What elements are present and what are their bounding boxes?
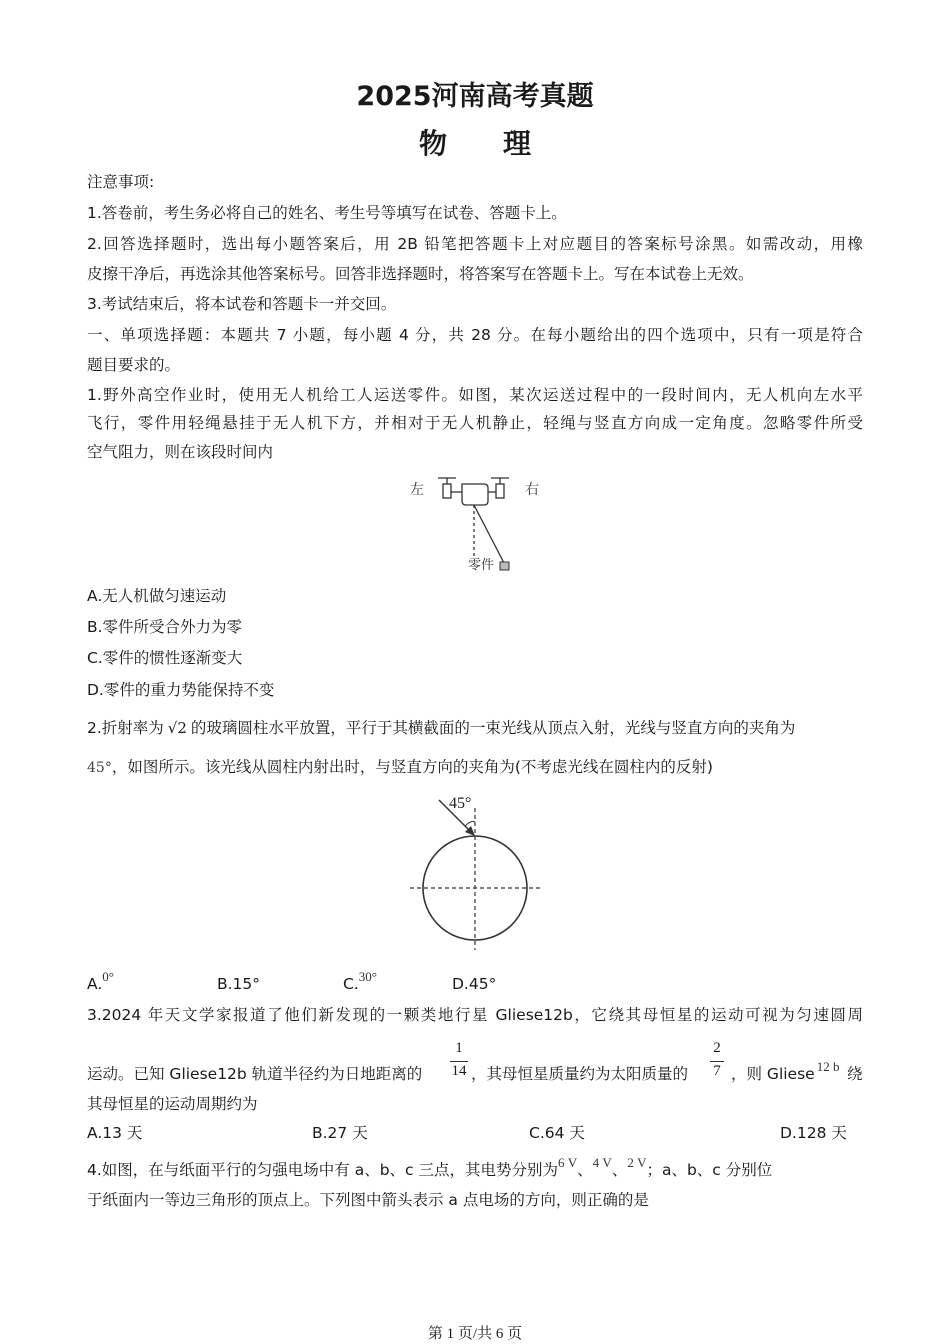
q2-option-c: [343, 969, 377, 995]
notice-item-1: 1.答卷前，考生务必将自己的姓名、考生号等填写在试卷、答题卡上。: [87, 204, 567, 222]
potential-c: 2 V: [627, 1155, 647, 1170]
q4-sep-1: 、: [577, 1161, 593, 1179]
fraction-2-numerator: 2: [713, 1040, 721, 1056]
q1-drone-figure: [400, 470, 550, 580]
q3-option-a: A.13 天: [87, 1124, 143, 1142]
section-1-line-1: 一、单项选择题：本题共 7 小题，每小题 4 分，共 28 分。在每小题给出的四个选项中，只有一项是符合: [87, 326, 863, 344]
part-icon: [500, 562, 509, 570]
q1-line-3: 空气阻力，则在该段时间内: [87, 443, 274, 461]
notice-heading: 注意事项:: [87, 173, 155, 191]
fraction-1-denominator: 14: [451, 1063, 467, 1079]
potential-a: 6 V: [558, 1155, 578, 1170]
q2-line-2-text: ，如图所示。该光线从圆柱内射出时，与竖直方向的夹角为(不考虑光线在圆柱内的反射): [111, 758, 713, 776]
notice-item-2-line-1: 2.回答选择题时，选出每小题答案后，用 2B 铅笔把答题卡上对应题目的答案标号涂黑。如需改动，用橡: [87, 235, 863, 253]
q2-angle: 45°: [87, 760, 112, 776]
q2-line-1: [87, 718, 863, 738]
fraction-1-numerator: 1: [455, 1040, 463, 1056]
q2-line-1-end: 的玻璃圆柱水平放置，平行于其横截面的一束光线从顶点入射，光线与竖直方向的夹角为: [190, 719, 796, 737]
q3-line-2-part-a: 运动。已知 Gliese12b 轨道半径约为日地距离的: [87, 1065, 423, 1083]
q2-option-a-prefix: A.: [87, 975, 103, 993]
q2-cylinder-figure: [405, 790, 550, 960]
q2-option-d: D.45°: [452, 975, 497, 993]
notice-item-2-line-2: 皮擦干净后，再选涂其他答案标号。回答非选择题时，将答案写在答题卡上。写在本试卷上无效。: [87, 265, 754, 283]
q2-line-2: [87, 757, 863, 778]
q3-line-1: 3.2024 年天文学家报道了他们新发现的一颗类地行星 Gliese12b，它绕其母恒星的运动可视为匀速圆周: [87, 1006, 863, 1024]
q3-line-2-part-b: ，其母恒星质量约为太阳质量的: [471, 1065, 689, 1083]
q4-line-1: [87, 1155, 863, 1181]
notice-item-3: 3.考试结束后，将本试卷和答题卡一并交回。: [87, 295, 397, 313]
subject-title: 物 理: [418, 127, 531, 160]
q1-option-d: D.零件的重力势能保持不变: [87, 681, 275, 699]
q4-line-2: 于纸面内一等边三角形的顶点上。下列图中箭头表示 a 点电场的方向，则正确的是: [87, 1191, 649, 1209]
sqrt-two: √2: [167, 719, 187, 737]
fraction-2-denominator: 7: [713, 1063, 721, 1079]
q2-option-b: B.15°: [217, 975, 261, 993]
q1-option-b: B.零件所受合外力为零: [87, 618, 243, 636]
q1-part-label: 零件: [468, 557, 495, 572]
fraction-2-bar: [710, 1061, 724, 1062]
page-footer: 第 1 页/共 6 页: [427, 1326, 523, 1342]
q3-line-2-part-c: [731, 1059, 840, 1085]
q1-option-a: A.无人机做匀速运动: [87, 587, 227, 605]
q2-angle-label: 45°: [449, 795, 472, 812]
q4-line-1-start: 4.如图，在与纸面平行的匀强电场中有 a、b、c 三点，其电势分别为: [87, 1161, 559, 1179]
q4-line-1-end: ；a、b、c 分别位: [646, 1161, 773, 1179]
q3-option-c: C.64 天: [529, 1124, 585, 1142]
q1-option-c: C.零件的惯性逐渐变大: [87, 649, 243, 667]
q2-line-1-start: 2.折射率为: [87, 719, 164, 737]
q1-line-2: 飞行，零件用轻绳悬挂于无人机下方，并相对于无人机静止，轻绳与竖直方向成一定角度。忽略零件所受: [87, 414, 863, 432]
q3-gliese-text: ，则 Gliese: [731, 1065, 815, 1083]
q3-line-2-part-d: 绕: [847, 1065, 863, 1083]
q2-option-a: [87, 969, 114, 995]
q2-option-a-value: 0°: [102, 969, 114, 984]
q2-option-c-value: 30°: [358, 969, 377, 984]
drone-icon: [438, 478, 509, 563]
q3-option-b: B.27 天: [312, 1124, 368, 1142]
page-title: 2025河南高考真题: [356, 81, 594, 112]
q3-line-3: 其母恒星的运动周期约为: [87, 1095, 258, 1113]
q2-option-c-prefix: C.: [343, 975, 359, 993]
q1-left-label: 左: [410, 483, 424, 498]
q3-gliese-superscript: 12 b: [816, 1059, 840, 1074]
q4-sep-2: 、: [611, 1161, 628, 1179]
q1-right-label: 右: [525, 483, 539, 498]
section-1-line-2: 题目要求的。: [87, 356, 181, 374]
potential-b: 4 V: [592, 1155, 612, 1170]
q1-line-1: 1.野外高空作业时，使用无人机给工人运送零件。如图，某次运送过程中的一段时间内，无人机向左水平: [87, 386, 863, 404]
q3-option-d: D.128 天: [780, 1124, 847, 1142]
fraction-1-bar: [450, 1061, 468, 1062]
